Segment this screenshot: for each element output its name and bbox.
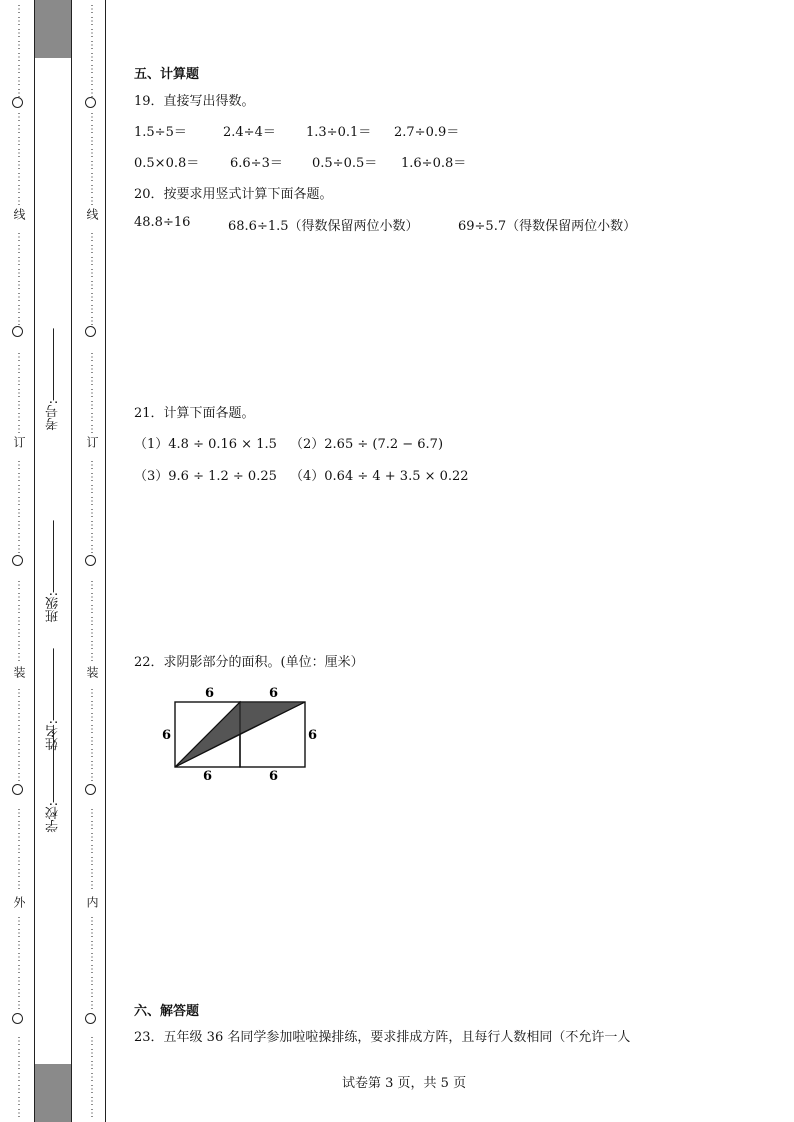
q19-item-8: 1.6÷0.8＝ (401, 156, 467, 171)
q19-item-3: 1.3÷0.1＝ (306, 125, 372, 140)
q20-prompt: 20．按要求用竖式计算下面各题。 (134, 187, 333, 202)
outer-circle-3 (12, 555, 23, 566)
outer-circle-5 (12, 1013, 23, 1024)
q21-prompt: 21．计算下面各题。 (134, 406, 255, 421)
q22-figure (155, 682, 325, 782)
q19-item-1: 1.5÷5＝ (134, 125, 187, 140)
margin-line-2 (71, 0, 72, 1122)
section-6-title: 六、解答题 (134, 1004, 200, 1019)
q20-item-2: 68.6÷1.5（得数保留两位小数） (228, 219, 419, 234)
q21-item-1: （1）4.8 ÷ 0.16 × 1.5 (134, 437, 277, 452)
outer-seal-3: 装 (12, 666, 26, 678)
field-class[interactable] (44, 520, 63, 622)
label-top-left: 6 (205, 686, 215, 701)
outer-seal-2: 订 (12, 436, 26, 448)
margin-line-3 (105, 0, 106, 1122)
inner-circle-1 (85, 97, 96, 108)
q21-item-3: （3）9.6 ÷ 1.2 ÷ 0.25 (134, 469, 277, 484)
q22-prompt: 22．求阴影部分的面积。(单位：厘米） (134, 655, 364, 670)
section-5-title: 五、计算题 (134, 67, 200, 82)
field-class-label: 班级: (46, 592, 61, 623)
inner-seal-3: 装 (85, 666, 99, 678)
q21-item-2: （2）2.65 ÷ (7.2 − 6.7) (290, 437, 444, 452)
inner-circle-4 (85, 784, 96, 795)
gray-band-bottom (35, 1064, 71, 1122)
q19-prompt: 19．直接写出得数。 (134, 94, 255, 109)
outer-circle-2 (12, 326, 23, 337)
q19-item-2: 2.4÷4＝ (223, 125, 276, 140)
q19-item-5: 0.5×0.8＝ (134, 156, 200, 171)
inner-seal-2: 订 (85, 436, 99, 448)
inner-dots: ⋮ ⋮ ⋮ ⋮ ⋮ ⋮ ⋮ ⋮ ⋮ ⋮ ⋮ ⋮ ⋮ ⋮ ⋮ ⋮ ⋮ ⋮ ⋮ ⋮ ⋮ ⋮ ⋮ ⋮ ⋮ ⋮ ⋮ ⋮ ⋮ ⋮ ⋮ ⋮ ⋮ ⋮ ⋮ ⋮ ⋮ ⋮ ⋮ ⋮ ⋮ ⋮ ⋮ ⋮ ⋮ ⋮ ⋮ ⋮ ⋮ ⋮ ⋮ ⋮ ⋮ ⋮ ⋮ ⋮ ⋮ ⋮ ⋮ ⋮ ⋮ ⋮ ⋮ ⋮ ⋮ ⋮ ⋮ ⋮ ⋮ ⋮ ⋮ ⋮ ⋮ ⋮ ⋮ ⋮ (87, 4, 97, 1119)
outer-circle-4 (12, 784, 23, 795)
field-school[interactable] (44, 730, 63, 832)
gray-band-top (35, 0, 71, 58)
field-school-label: 学校: (46, 802, 61, 833)
label-right: 6 (308, 728, 318, 743)
label-bottom-left: 6 (203, 769, 213, 782)
q23-text: 23．五年级 36 名同学参加啦啦操排练，要求排成方阵，且每行人数相同（不允许一人 (134, 1030, 631, 1045)
margin-line-1 (34, 0, 35, 1122)
label-top-right: 6 (269, 686, 279, 701)
label-bottom-right: 6 (269, 769, 279, 782)
inner-seal-4: 内 (85, 896, 99, 908)
field-exam-number[interactable] (44, 328, 63, 430)
field-name-label: 姓名: (46, 720, 61, 751)
inner-circle-2 (85, 326, 96, 337)
field-exam-number-label: 考号: (46, 400, 61, 431)
label-left: 6 (162, 728, 172, 743)
inner-seal-1: 线 (85, 208, 99, 220)
outer-seal-1: 线 (12, 208, 26, 220)
q19-item-7: 0.5÷0.5＝ (312, 156, 378, 171)
q21-item-4: （4）0.64 ÷ 4 + 3.5 × 0.22 (290, 469, 469, 484)
outer-circle-1 (12, 97, 23, 108)
q20-item-1: 48.8÷16 (134, 215, 191, 230)
q20-item-3: 69÷5.7（得数保留两位小数） (458, 219, 637, 234)
outer-seal-4: 外 (12, 896, 26, 908)
q19-item-6: 6.6÷3＝ (230, 156, 283, 171)
page-footer: 试卷第 3 页，共 5 页 (342, 1076, 467, 1091)
q19-item-4: 2.7÷0.9＝ (394, 125, 460, 140)
inner-circle-3 (85, 555, 96, 566)
inner-circle-5 (85, 1013, 96, 1024)
outer-dots: ⋮ ⋮ ⋮ ⋮ ⋮ ⋮ ⋮ ⋮ ⋮ ⋮ ⋮ ⋮ ⋮ ⋮ ⋮ ⋮ ⋮ ⋮ ⋮ ⋮ ⋮ ⋮ ⋮ ⋮ ⋮ ⋮ ⋮ ⋮ ⋮ ⋮ ⋮ ⋮ ⋮ ⋮ ⋮ ⋮ ⋮ ⋮ ⋮ ⋮ ⋮ ⋮ ⋮ ⋮ ⋮ ⋮ ⋮ ⋮ ⋮ ⋮ ⋮ ⋮ ⋮ ⋮ ⋮ ⋮ ⋮ ⋮ ⋮ ⋮ ⋮ ⋮ ⋮ ⋮ ⋮ ⋮ ⋮ ⋮ ⋮ ⋮ ⋮ ⋮ ⋮ ⋮ ⋮ ⋮ (14, 4, 24, 1119)
